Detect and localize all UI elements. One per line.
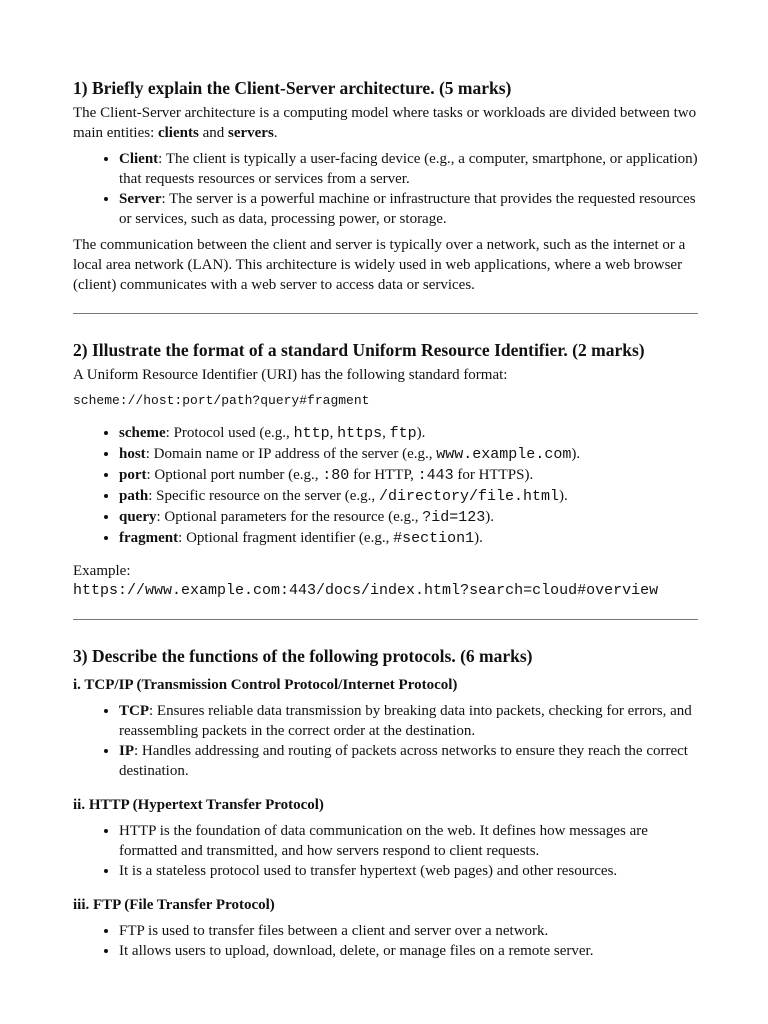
code: https — [337, 425, 383, 442]
term-clients: clients — [157, 125, 199, 141]
term: query — [119, 509, 157, 525]
intro-text: The Client-Server architecture is a computing model where tasks or workloads are divided between two main entities: — [73, 105, 697, 141]
item-text: for HTTPS). — [453, 467, 534, 483]
term: path — [119, 488, 149, 504]
http-heading: ii. HTTP (Hypertext Transfer Protocol) — [73, 797, 324, 813]
list-item — [119, 149, 698, 189]
question-1 — [73, 77, 698, 295]
code: #section1 — [393, 530, 475, 547]
question-3-title: 3) Describe the functions of the following protocols. (6 marks) — [73, 646, 533, 666]
question-2 — [73, 339, 698, 601]
term: fragment — [119, 530, 179, 546]
uri-format: scheme://host:port/path?query#fragment — [73, 393, 370, 408]
list-item-scheme — [119, 423, 698, 444]
item-text: : Optional parameters for the resource (e.g., — [156, 509, 423, 525]
item-text: : Handles addressing and routing of packets across networks to ensure they reach the correct destination. — [119, 743, 688, 779]
example-url: https://www.example.com:443/docs/index.html?search=cloud#overview — [73, 582, 659, 599]
item-text: : Ensures reliable data transmission by breaking data into packets, checking for errors, and reassembling packets in the correct order at the destination. — [119, 703, 692, 739]
term-servers: servers — [227, 125, 274, 141]
list-item-path — [119, 486, 698, 507]
term: host — [119, 446, 146, 462]
http-list — [73, 821, 698, 881]
section-divider — [73, 313, 698, 314]
question-1-intro — [73, 103, 698, 143]
code: ?id=123 — [422, 509, 486, 526]
list-item — [119, 189, 698, 229]
code: /directory/file.html — [378, 488, 559, 505]
item-text: : Optional port number (e.g., — [146, 467, 323, 483]
code: :443 — [417, 467, 454, 484]
question-3 — [73, 645, 698, 961]
code: http — [293, 425, 330, 442]
section-divider — [73, 619, 698, 620]
tcp-ip-heading: i. TCP/IP (Transmission Control Protocol/Internet Protocol) — [73, 677, 458, 693]
list-item: • It allows users to upload, download, delete, or manage files on a remote server. — [119, 941, 698, 961]
document-content — [73, 77, 698, 967]
list-item: • It is a stateless protocol used to transfer hypertext (web pages) and other resources. — [119, 861, 698, 881]
list-item — [119, 741, 698, 781]
list-item: • FTP is used to transfer files between a client and server over a network. — [119, 921, 698, 941]
list-item: • HTTP is the foundation of data communication on the web. It defines how messages are formatted and transmitted, and how servers respond to client requests. — [119, 821, 698, 861]
ftp-list — [73, 921, 698, 961]
term: scheme — [119, 425, 166, 441]
term-server: Server — [119, 191, 162, 207]
term: port — [119, 467, 147, 483]
list-item-query — [119, 507, 698, 528]
item-text: ). — [571, 446, 581, 462]
ftp-heading: iii. FTP (File Transfer Protocol) — [73, 897, 275, 913]
question-1-closing: The communication between the client and server is typically over a network, such as the internet or a local area network (LAN). This architecture is widely used in web applications, where a web browser (client) communicates with a web server to access data or services. — [73, 237, 686, 293]
item-text: ). — [416, 425, 426, 441]
item-text: ). — [474, 530, 483, 546]
list-item — [119, 701, 698, 741]
uri-components-list — [73, 423, 698, 549]
list-item-port — [119, 465, 698, 486]
code: ftp — [389, 425, 417, 442]
question-1-list — [73, 149, 698, 229]
list-item-host — [119, 444, 698, 465]
item-text: for HTTP, — [349, 467, 418, 483]
list-item-fragment — [119, 528, 698, 549]
item-text: : The server is a powerful machine or infrastructure that provides the requested resources or services, such as data, processing power, or storage. — [119, 191, 696, 227]
item-text: : Protocol used (e.g., — [165, 425, 294, 441]
item-text: , — [329, 425, 338, 441]
question-2-intro: A Uniform Resource Identifier (URI) has the following standard format: — [73, 367, 508, 383]
question-2-title: 2) Illustrate the format of a standard Uniform Resource Identifier. (2 marks) — [73, 340, 645, 360]
code: www.example.com — [436, 446, 572, 463]
item-text: : Domain name or IP address of the server (e.g., — [145, 446, 437, 462]
item-text: : The client is typically a user-facing device (e.g., a computer, smartphone, or application) that requests resources or services from a server. — [119, 151, 698, 187]
item-text: : Specific resource on the server (e.g., — [148, 488, 379, 504]
item-text: ). — [485, 509, 494, 525]
term-tcp: TCP — [119, 703, 149, 719]
item-text: ). — [558, 488, 568, 504]
question-1-title: 1) Briefly explain the Client-Server architecture. (5 marks) — [73, 78, 512, 98]
example-label: Example: — [73, 563, 131, 579]
intro-text: and — [198, 125, 228, 141]
tcp-ip-list — [73, 701, 698, 781]
item-text: : Optional fragment identifier (e.g., — [178, 530, 394, 546]
term-ip: IP — [119, 743, 134, 759]
code: :80 — [322, 467, 350, 484]
item-text: , — [382, 425, 390, 441]
intro-text: . — [273, 125, 278, 141]
term-client: Client — [119, 151, 159, 167]
